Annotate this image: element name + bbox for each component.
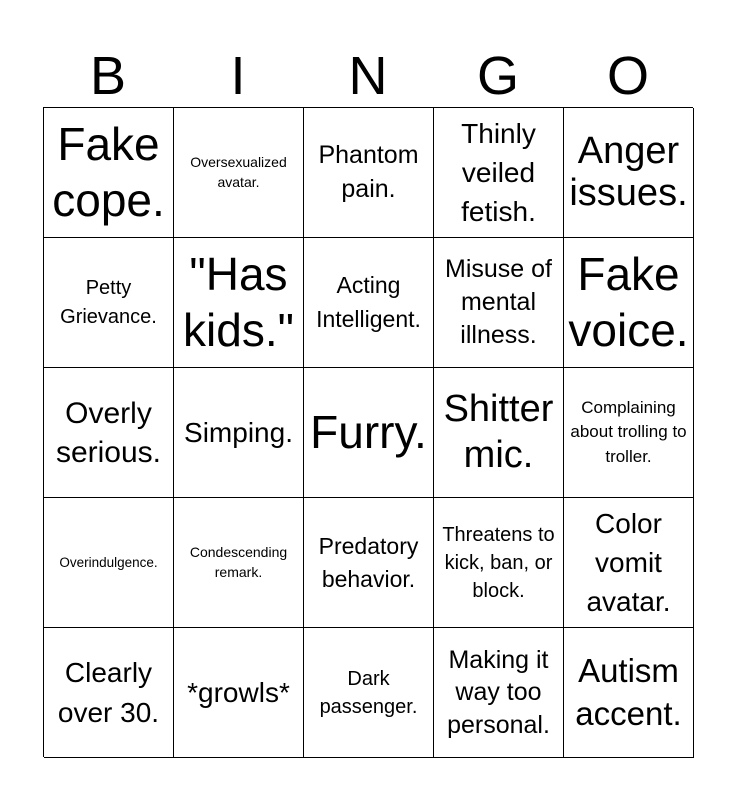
bingo-cell[interactable] (434, 628, 564, 758)
bingo-cell[interactable] (434, 498, 564, 628)
bingo-cell[interactable] (44, 368, 174, 498)
cell-text: Misuse of mental illness. (445, 254, 552, 350)
bingo-header (43, 44, 693, 108)
cell-text: Condescending remark. (189, 543, 288, 580)
bingo-cell[interactable] (44, 108, 174, 238)
header-letter-n: N (348, 46, 388, 106)
cell-text: "Has kids." (183, 248, 294, 356)
cell-text: Thinly veiled fetish. (461, 117, 536, 228)
header-letter-o: O (606, 46, 649, 106)
cell-text: Complaining about trolling to troller. (570, 397, 687, 466)
bingo-cell[interactable] (564, 368, 694, 498)
bingo-board (43, 107, 693, 757)
cell-text: Threatens to kick, ban, or block. (442, 523, 555, 602)
bingo-cell[interactable] (174, 368, 304, 498)
bingo-cell[interactable] (564, 238, 694, 368)
cell-text: Acting Intelligent. (316, 272, 421, 332)
cell-text: Phantom pain. (318, 141, 419, 203)
cell-text: Simping. (184, 416, 293, 448)
cell-text: Anger issues. (569, 129, 688, 214)
bingo-cell[interactable] (174, 238, 304, 368)
bingo-cell[interactable] (564, 628, 694, 758)
cell-text: Shitter mic. (443, 387, 554, 476)
bingo-cell[interactable] (304, 368, 434, 498)
cell-text: Dark passenger. (319, 667, 418, 718)
cell-text: Autism accent. (575, 651, 682, 732)
cell-text: Color vomit avatar. (586, 507, 671, 618)
bingo-cell[interactable] (434, 368, 564, 498)
bingo-cell[interactable] (174, 498, 304, 628)
bingo-cell[interactable] (44, 238, 174, 368)
bingo-cell[interactable] (304, 498, 434, 628)
bingo-cell[interactable] (564, 498, 694, 628)
bingo-cell[interactable] (44, 498, 174, 628)
bingo-cell[interactable] (174, 108, 304, 238)
bingo-cell[interactable] (44, 628, 174, 758)
cell-text: Furry. (310, 405, 427, 458)
bingo-cell[interactable] (304, 238, 434, 368)
cell-text: Overly serious. (55, 396, 162, 469)
bingo-cell[interactable] (304, 628, 434, 758)
cell-text: *growls* (187, 676, 290, 708)
bingo-cell[interactable] (304, 108, 434, 238)
cell-text: Predatory behavior. (318, 533, 419, 592)
cell-text: Fake cope. (52, 118, 165, 226)
bingo-cell[interactable] (434, 108, 564, 238)
cell-text: Petty Grievance. (60, 276, 157, 328)
bingo-cell[interactable] (564, 108, 694, 238)
cell-text: Overindulgence. (59, 554, 158, 570)
cell-text: Oversexualized avatar. (190, 153, 287, 190)
header-letter-i: I (230, 46, 246, 106)
cell-text: Fake voice. (568, 248, 689, 356)
header-letter-b: B (89, 46, 127, 106)
header-letter-g: G (476, 46, 519, 106)
bingo-cell[interactable] (174, 628, 304, 758)
cell-text: Making it way too personal. (447, 645, 550, 739)
cell-text: Clearly over 30. (57, 657, 160, 728)
bingo-cell[interactable] (434, 238, 564, 368)
